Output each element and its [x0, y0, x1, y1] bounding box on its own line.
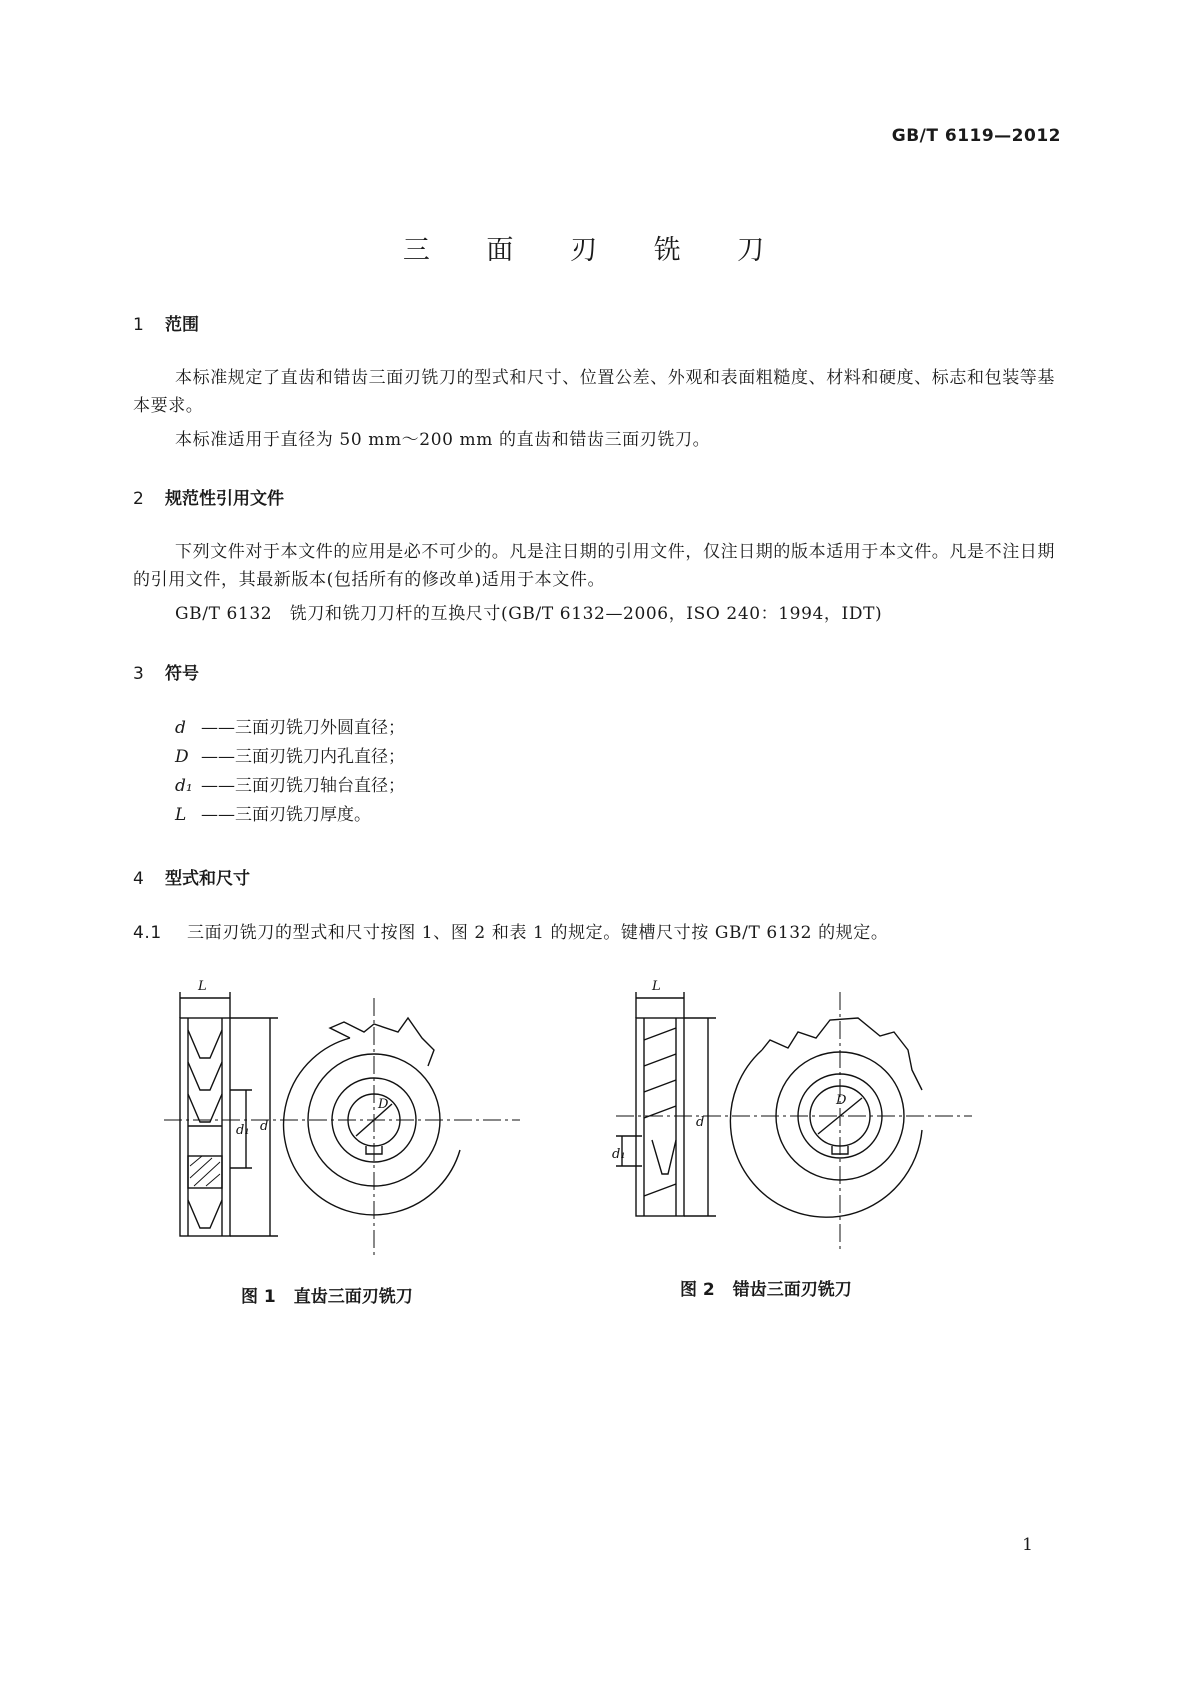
- symbol: L: [175, 805, 187, 825]
- normative-reference: GB/T 6132 铣刀和铣刀刀杆的互换尺寸(GB/T 6132—2006，ISO 240：1994，IDT): [175, 604, 883, 624]
- figure-title: 错齿三面刃铣刀: [732, 1280, 852, 1300]
- symbol: d₁: [175, 776, 193, 796]
- page-title: 三 面 刃 铣 刀: [402, 235, 789, 266]
- page-number: 1: [1022, 1535, 1033, 1555]
- clause-text: 三面刃铣刀的型式和尺寸按图 1、图 2 和表 1 的规定。键槽尺寸按 GB/T 6132 的规定。: [187, 923, 889, 943]
- section-1-heading: [133, 310, 199, 335]
- clause-4-1: [133, 918, 888, 943]
- symbol-row: [175, 800, 371, 825]
- fig2-label-d: d: [696, 1115, 705, 1130]
- fig2-label-L: L: [652, 979, 661, 994]
- section-3-heading: [133, 659, 199, 684]
- section-number: 2: [133, 489, 144, 509]
- symbol-desc: ——三面刃铣刀轴台直径；: [201, 776, 405, 796]
- section-title: 型式和尺寸: [165, 869, 250, 889]
- section-title: 范围: [165, 315, 199, 335]
- symbol-row: [175, 713, 405, 738]
- refs-paragraph: 下列文件对于本文件的应用是必不可少的。凡是注日期的引用文件，仅注日期的版本适用于本文件。凡是不注日期的引用文件，其最新版本(包括所有的修改单)适用于本文件。: [133, 542, 1055, 590]
- fig1-label-L: L: [198, 979, 207, 994]
- section-title: 规范性引用文件: [165, 489, 284, 509]
- fig2-label-d1: d₁: [612, 1147, 626, 1162]
- figure-1-caption: [241, 1282, 413, 1307]
- symbol-desc: ——三面刃铣刀厚度。: [201, 805, 371, 825]
- fig2-side-view: [636, 1018, 684, 1216]
- scope-paragraph-1: 本标准规定了直齿和错齿三面刃铣刀的型式和尺寸、位置公差、外观和表面粗糙度、材料和硬度、标志和包装等基本要求。: [133, 368, 1055, 416]
- figure-2-drawing: [612, 970, 982, 1270]
- clause-number: 4.1: [133, 923, 162, 943]
- symbol-row: [175, 742, 405, 767]
- fig1-outer-rim: [284, 1038, 460, 1215]
- section-number: 3: [133, 664, 144, 684]
- scope-paragraph-2: 本标准适用于直径为 50 mm～200 mm 的直齿和错齿三面刃铣刀。: [175, 430, 711, 450]
- symbol-desc: ——三面刃铣刀内孔直径；: [201, 747, 405, 767]
- figure-1-drawing: [160, 970, 530, 1270]
- section-number: 4: [133, 869, 144, 889]
- standard-code: GB/T 6119—2012: [891, 126, 1061, 146]
- symbol-desc: ——三面刃铣刀外圆直径；: [201, 718, 405, 738]
- fig1-label-d: d: [260, 1119, 269, 1134]
- figure-number: 图 2: [680, 1280, 715, 1300]
- section-title: 符号: [165, 664, 199, 684]
- fig1-label-d1: d₁: [236, 1123, 250, 1138]
- section-4-heading: [133, 864, 250, 889]
- symbol: D: [175, 747, 189, 767]
- figure-2-caption: [680, 1275, 852, 1300]
- symbol: d: [175, 718, 186, 738]
- section-2-heading: [133, 484, 284, 509]
- figure-title: 直齿三面刃铣刀: [293, 1287, 413, 1307]
- fig2-outer-rim: [730, 1050, 922, 1217]
- section-number: 1: [133, 315, 144, 335]
- figure-number: 图 1: [241, 1287, 276, 1307]
- fig1-label-D: D: [378, 1097, 389, 1112]
- symbol-row: [175, 771, 405, 796]
- fig2-label-D: D: [836, 1093, 847, 1108]
